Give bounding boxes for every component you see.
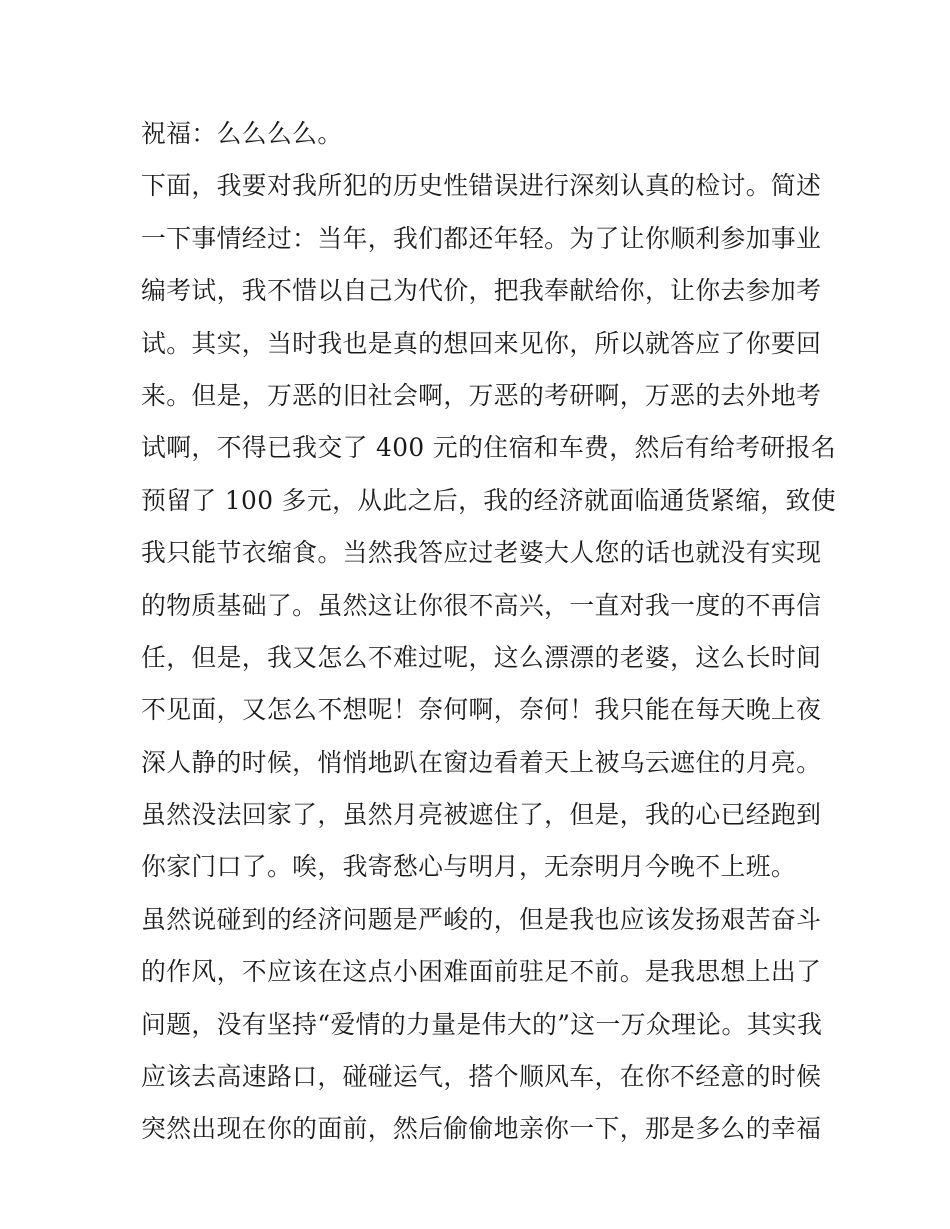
document-body (141, 108, 837, 1156)
text-line: 虽然没法回家了，虽然月亮被遮住了，但是，我的心已经跑到 (141, 800, 822, 830)
text-line: 应该去高速路口，碰碰运气，搭个顺风车，在你不经意的时候 (141, 1062, 822, 1092)
text-line: 一下事情经过：当年，我们都还年轻。为了让你顺利参加事业 (141, 223, 822, 253)
text-line: 来。但是，万恶的旧社会啊，万恶的考研啊，万恶的去外地考 (141, 380, 822, 410)
text-line: 试啊，不得已我交了 400 元的住宿和车费，然后有给考研报名 (141, 433, 837, 463)
text-line: 突然出现在你的面前，然后偷偷地亲你一下，那是多么的幸福 (141, 1114, 822, 1144)
text-line: 你家门口了。唉，我寄愁心与明月，无奈明月今晚不上班。 (141, 852, 797, 882)
text-line: 我只能节衣缩食。当然我答应过老婆大人您的话也就没有实现 (141, 538, 822, 568)
text-line: 预留了 100 多元，从此之后，我的经济就面临通货紧缩，致使 (141, 485, 837, 515)
text-line: 不见面，又怎么不想呢！奈何啊，奈何！我只能在每天晚上夜 (141, 695, 822, 725)
text-line: 编考试，我不惜以自己为代价，把我奉献给你，让你去参加考 (141, 276, 822, 306)
text-line: 祝福：么么么么。 (141, 119, 343, 148)
text-line: 的作风，不应该在这点小困难面前驻足不前。是我思想上出了 (141, 957, 822, 987)
text-line: 深人静的时候，悄悄地趴在窗边看着天上被乌云遮住的月亮。 (141, 747, 822, 777)
text-line: 的物质基础了。虽然这让你很不高兴，一直对我一度的不再信 (141, 590, 822, 620)
text-line: 任，但是，我又怎么不难过呢，这么漂漂的老婆，这么长时间 (141, 642, 822, 672)
text-line: 试。其实，当时我也是真的想回来见你，所以就答应了你要回 (141, 328, 822, 358)
text-line: 下面，我要对我所犯的历史性错误进行深刻认真的检讨。简述 (141, 171, 822, 201)
text-line: 问题，没有坚持“爱情的力量是伟大的”这一万众理论。其实我 (141, 1009, 823, 1039)
text-line: 虽然说碰到的经济问题是严峻的，但是我也应该发扬艰苦奋斗 (141, 904, 822, 934)
